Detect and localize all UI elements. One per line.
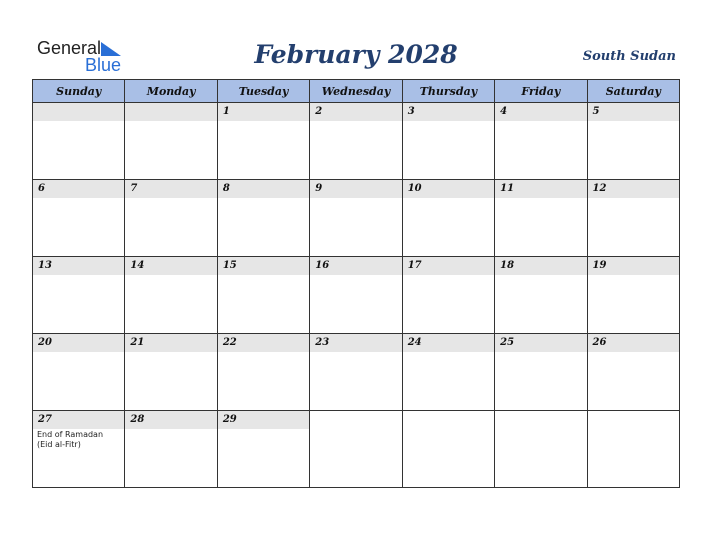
day-cell[interactable] [217, 257, 309, 334]
date-band [495, 180, 586, 198]
date-band [125, 411, 216, 429]
date-band [125, 257, 216, 275]
day-cell[interactable] [33, 103, 125, 180]
date-band [495, 103, 586, 121]
week-row [33, 103, 680, 180]
day-cell[interactable] [310, 103, 402, 180]
day-number: 15 [222, 260, 237, 271]
date-band [588, 334, 679, 352]
day-number: 5 [592, 106, 600, 117]
day-number: 8 [222, 183, 230, 194]
calendar-grid [32, 79, 680, 488]
weekday-monday: Monday [125, 80, 217, 103]
day-cell[interactable] [310, 180, 402, 257]
date-band [588, 180, 679, 198]
day-cell[interactable] [310, 411, 402, 488]
calendar-title: February 2028 [254, 40, 458, 69]
date-band [33, 257, 124, 275]
day-number: 16 [315, 260, 330, 271]
country-name: South Sudan [582, 49, 676, 64]
day-cell[interactable] [125, 411, 217, 488]
day-number: 2 [315, 106, 323, 117]
day-number: 23 [315, 337, 330, 348]
day-cell[interactable] [587, 411, 679, 488]
day-number: 28 [130, 414, 145, 425]
day-number: 22 [222, 337, 237, 348]
day-cell[interactable] [495, 103, 587, 180]
date-band [588, 257, 679, 275]
week-row [33, 257, 680, 334]
date-band [403, 103, 494, 121]
weekday-wednesday: Wednesday [310, 80, 402, 103]
day-cell[interactable] [217, 334, 309, 411]
day-cell[interactable] [587, 103, 679, 180]
day-cell[interactable] [33, 257, 125, 334]
day-cell[interactable] [217, 180, 309, 257]
date-band [310, 257, 401, 275]
date-band [218, 257, 309, 275]
day-number: 13 [38, 260, 52, 271]
weekday-tuesday: Tuesday [217, 80, 309, 103]
day-cell[interactable] [402, 411, 494, 488]
day-cell[interactable] [125, 334, 217, 411]
date-band [33, 411, 124, 429]
day-cell[interactable] [125, 103, 217, 180]
date-band [33, 334, 124, 352]
day-number: 29 [222, 414, 237, 425]
date-band [495, 257, 586, 275]
day-number: 7 [130, 183, 138, 194]
day-cell[interactable] [310, 257, 402, 334]
day-cell[interactable] [402, 334, 494, 411]
day-number: 3 [407, 106, 415, 117]
date-band [33, 180, 124, 198]
day-cell[interactable] [495, 411, 587, 488]
date-band [218, 334, 309, 352]
day-cell[interactable] [310, 334, 402, 411]
day-number: 6 [38, 183, 45, 194]
day-number: 9 [315, 183, 323, 194]
day-number: 26 [592, 337, 607, 348]
holiday-label: End of Ramadan (Eid al-Fitr) [37, 430, 104, 449]
date-band [403, 257, 494, 275]
date-band [403, 180, 494, 198]
date-band [588, 103, 679, 121]
day-cell[interactable] [495, 257, 587, 334]
day-number: 18 [500, 260, 515, 271]
date-band [218, 411, 309, 429]
date-band [310, 180, 401, 198]
date-band [125, 180, 216, 198]
week-row [33, 411, 680, 488]
date-band [218, 180, 309, 198]
weekday-sunday: Sunday [33, 80, 125, 103]
day-cell[interactable] [495, 180, 587, 257]
day-cell[interactable] [217, 411, 309, 488]
day-cell[interactable] [125, 180, 217, 257]
logo-word-general: General [37, 38, 102, 58]
date-band [403, 334, 494, 352]
day-number: 21 [130, 337, 145, 348]
date-band [125, 334, 216, 352]
logo-word-blue: Blue [85, 55, 122, 75]
day-cell[interactable] [587, 257, 679, 334]
day-number: 10 [407, 183, 422, 194]
day-cell[interactable] [495, 334, 587, 411]
date-band [495, 334, 586, 352]
day-number: 1 [222, 106, 230, 117]
date-band [33, 103, 124, 121]
weekday-thursday: Thursday [402, 80, 494, 103]
weekday-saturday: Saturday [587, 80, 679, 103]
day-number: 17 [407, 260, 422, 271]
day-number: 14 [130, 260, 145, 271]
day-cell[interactable] [587, 334, 679, 411]
day-number: 19 [592, 260, 607, 271]
day-cell[interactable] [33, 411, 125, 488]
day-cell[interactable] [402, 180, 494, 257]
date-band [125, 103, 216, 121]
day-cell[interactable] [587, 180, 679, 257]
day-number: 11 [500, 183, 515, 194]
day-number: 24 [407, 337, 422, 348]
day-number: 25 [500, 337, 515, 348]
day-number: 12 [592, 183, 607, 194]
day-cell[interactable] [402, 103, 494, 180]
weekday-friday: Friday [495, 80, 587, 103]
date-band [218, 103, 309, 121]
weekday-header-row [33, 80, 680, 103]
day-number: 27 [38, 414, 52, 425]
date-band [310, 103, 401, 121]
day-number: 20 [38, 337, 52, 348]
day-cell[interactable] [33, 180, 125, 257]
date-band [310, 334, 401, 352]
day-cell[interactable] [125, 257, 217, 334]
day-cell[interactable] [217, 103, 309, 180]
day-cell[interactable] [402, 257, 494, 334]
day-cell[interactable] [33, 334, 125, 411]
day-number: 4 [500, 106, 508, 117]
week-row [33, 180, 680, 257]
week-row [33, 334, 680, 411]
